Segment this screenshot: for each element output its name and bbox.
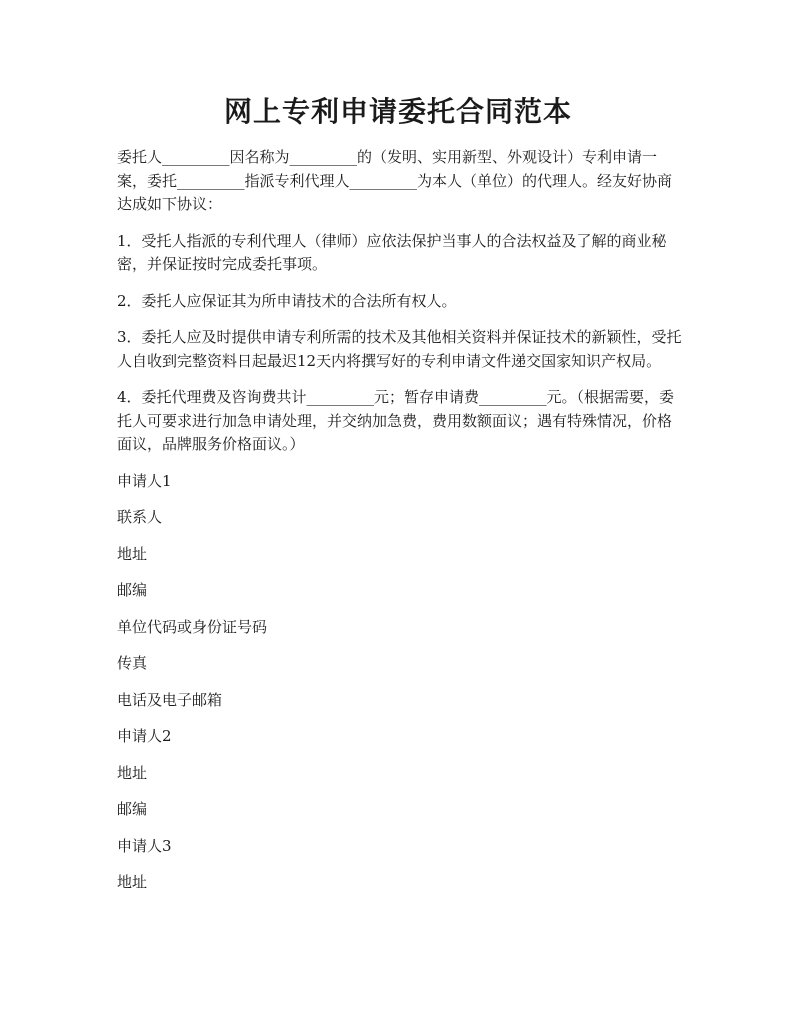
postcode-label: 邮编 bbox=[117, 800, 148, 818]
clause-3-paragraph: 3．委托人应及时提供申请专利所需的技术及其他相关资料并保证技术的新颖性，受托人自收到完整资料日起最迟12天内将撰写好的专利申请文件递交国家知识产权局。 bbox=[117, 328, 682, 370]
clause-1-paragraph: 1．受托人指派的专利代理人（律师）应依法保护当事人的合法权益及了解的商业秘密，并保证按时完成委托事项。 bbox=[117, 231, 667, 273]
address-label: 地址 bbox=[117, 544, 148, 563]
phone-email-label: 电话及电子邮箱 bbox=[117, 690, 223, 709]
intro-paragraph: 委托人_________因名称为_________的（发明、实用新型、外观设计）专利申请一案，委托_________指派专利代理人_________为本人（单位）的代理人。经友好协商达成如下协议： bbox=[117, 148, 673, 213]
applicant-2-label: 申请人2 bbox=[117, 727, 172, 745]
contact-person-label: 联系人 bbox=[117, 508, 163, 526]
clause-2-paragraph: 2．委托人应保证其为所申请技术的合法所有权人。 bbox=[117, 291, 457, 310]
address-label: 地址 bbox=[117, 763, 148, 782]
clause-4-paragraph: 4．委托代理费及咨询费共计_________元；暂存申请费_________元。（根据需要，委托人可要求进行加急申请处理，并交纳加急费，费用数额面议；遇有特殊情况，价格面议，品牌服务价格面议。） bbox=[117, 388, 675, 453]
id-code-label: 单位代码或身份证号码 bbox=[117, 617, 268, 636]
applicant-3-label: 申请人3 bbox=[117, 836, 172, 855]
postcode-label: 邮编 bbox=[117, 581, 148, 599]
document-title: 网上专利申请委托合同范本 bbox=[223, 95, 572, 128]
applicant-1-label: 申请人1 bbox=[117, 471, 172, 490]
fax-label: 传真 bbox=[117, 654, 148, 672]
document-body bbox=[117, 146, 685, 908]
address-label: 地址 bbox=[117, 873, 148, 891]
